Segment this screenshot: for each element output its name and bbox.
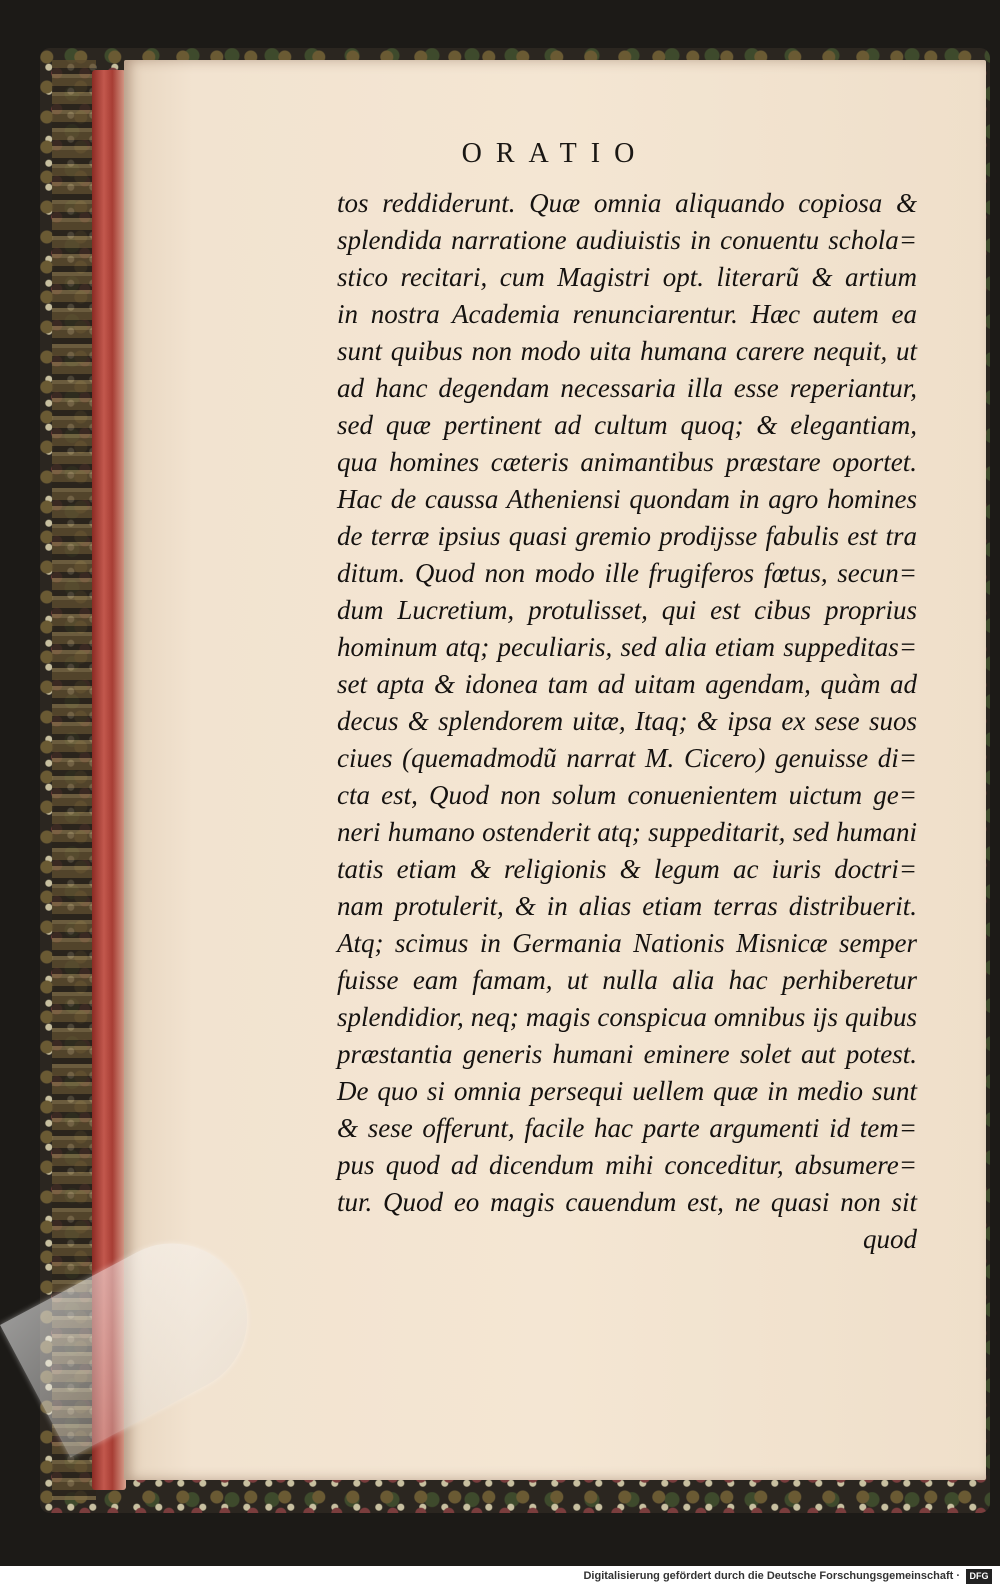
text-line: splendidior, neq; magis conspicua omnibus ijs quibus	[337, 1002, 917, 1032]
text-block	[337, 185, 917, 1258]
text-line: hominum atq; peculiaris, sed alia etiam suppeditas=	[337, 632, 917, 662]
footer-bar	[0, 1566, 1000, 1591]
text-line: neri humano ostenderit atq; suppeditarit, sed humani	[337, 817, 917, 847]
text-line: decus & splendorem uitæ, Itaq; & ipsa ex sese suos	[337, 706, 917, 736]
text-line: tos reddiderunt. Quæ omnia aliquando copiosa &	[337, 188, 917, 218]
book-page	[124, 60, 986, 1480]
text-line: nam protulerit, & in alias etiam terras distribuerit.	[337, 891, 917, 921]
catchword: quod	[863, 1224, 917, 1254]
text-line: stico recitari, cum Magistri opt. literarũ & artium	[337, 262, 917, 292]
text-line: sed quæ pertinent ad cultum quoq; & elegantiam,	[337, 410, 917, 440]
text-line: tatis etiam & religionis & legum ac iuris doctri=	[337, 854, 917, 884]
text-line: & sese offerunt, facile hac parte argumenti id tem=	[337, 1113, 917, 1143]
text-line: Hac de caussa Atheniensi quondam in agro homines	[337, 484, 917, 514]
text-line: pus quod ad dicendum mihi conceditur, absumere=	[337, 1150, 917, 1180]
dfg-logo: DFG	[966, 1569, 992, 1584]
text-line: set apta & idonea tam ad uitam agendam, quàm ad	[337, 669, 917, 699]
running-head: ORATIO	[461, 138, 649, 169]
text-line: splendida narratione audiuistis in conuentu schola=	[337, 225, 917, 255]
text-line: ditum. Quod non modo ille frugiferos fœtus, secun=	[337, 558, 917, 588]
text-line: fuisse eam famam, ut nulla alia hac perhiberetur	[337, 965, 917, 995]
text-line: in nostra Academia renunciarentur. Hæc autem ea	[337, 299, 917, 329]
text-line: sunt quibus non modo uita humana carere nequit, ut	[337, 336, 917, 366]
text-line: De quo si omnia persequi uellem quæ in medio sunt	[337, 1076, 917, 1106]
text-line: Atq; scimus in Germania Nationis Misnicæ semper	[337, 928, 917, 958]
text-line: ciues (quemadmodũ narrat M. Cicero) genuisse di=	[337, 743, 917, 773]
text-line: cta est, Quod non solum conuenientem uictum ge=	[337, 780, 917, 810]
text-line: qua homines cæteris animantibus præstare oportet.	[337, 447, 917, 477]
text-line: dum Lucretium, protulisset, qui est cibus proprius	[337, 595, 917, 625]
text-line: præstantia generis humani eminere solet aut potest.	[337, 1039, 917, 1069]
text-line: ad hanc degendam necessaria illa esse reperiantur,	[337, 373, 917, 403]
text-line: de terræ ipsius quasi gremio prodijsse fabulis est tra	[337, 521, 917, 551]
text-line: tur. Quod eo magis cauendum est, ne quasi non sit	[337, 1187, 917, 1217]
funding-credit: Digitalisierung gefördert durch die Deutsche Forschungsgemeinschaft ·	[583, 1570, 960, 1582]
